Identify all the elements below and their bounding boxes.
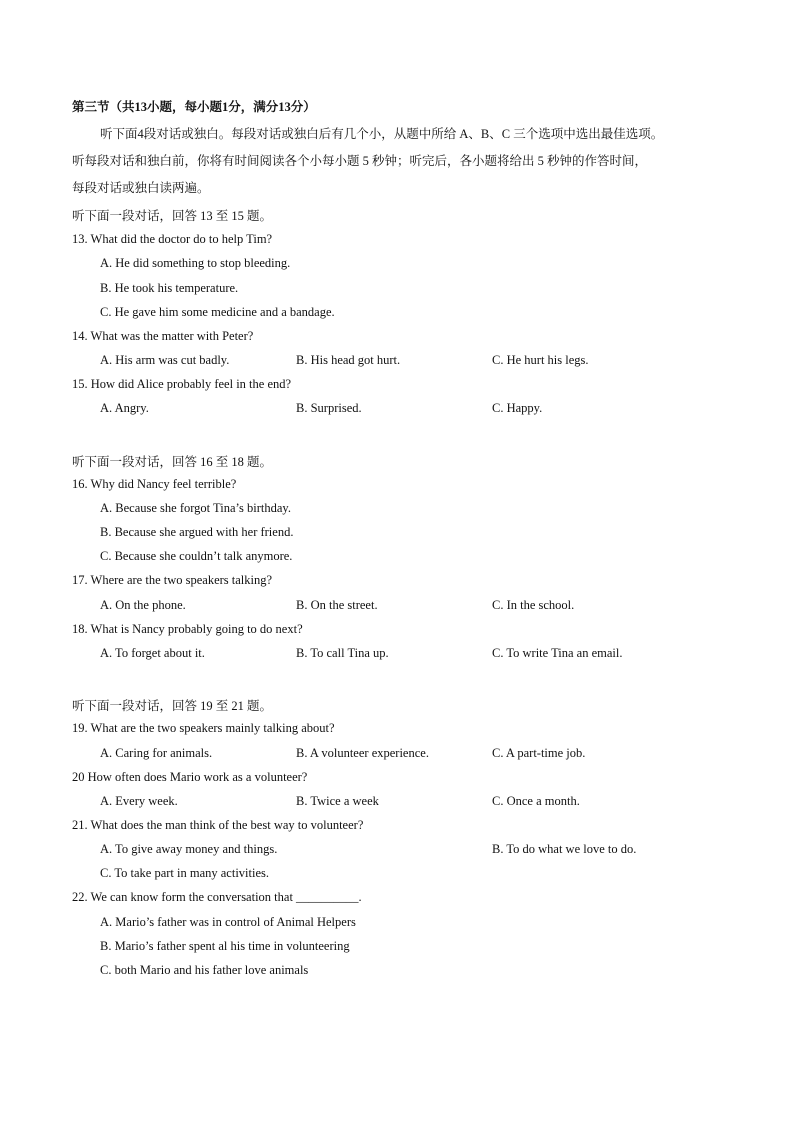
answer-option[interactable]: A. To give away money and things. — [100, 842, 278, 856]
answer-option[interactable]: A. To forget about it. — [100, 646, 205, 660]
answer-option[interactable]: C. He gave him some medicine and a bandage. — [100, 305, 335, 319]
answer-option[interactable]: A. Because she forgot Tina’s birthday. — [100, 501, 291, 515]
answer-option[interactable]: C. both Mario and his father love animals — [100, 963, 309, 977]
answer-option[interactable]: C. To take part in many activities. — [100, 866, 269, 880]
answer-option[interactable]: B. His head got hurt. — [296, 353, 401, 367]
answer-option[interactable]: B. A volunteer experience. — [296, 746, 429, 760]
answer-option[interactable]: C. A part-time job. — [492, 746, 586, 760]
group-heading: 听下面一段对话，回答 13 至 15 题。 — [72, 209, 273, 223]
answer-option[interactable]: A. Angry. — [100, 401, 149, 415]
section-instructions-line-3: 每段对话或独白读两遍。 — [72, 181, 210, 195]
answer-option[interactable]: B. Because she argued with her friend. — [100, 525, 294, 539]
answer-option[interactable]: B. To call Tina up. — [296, 646, 389, 660]
question-stem: 15. How did Alice probably feel in the end? — [72, 377, 292, 391]
answer-option[interactable]: A. He did something to stop bleeding. — [100, 256, 291, 270]
answer-option[interactable]: C. To write Tina an email. — [492, 646, 623, 660]
question-stem: 18. What is Nancy probably going to do next? — [72, 622, 303, 636]
answer-option[interactable]: C. Happy. — [492, 401, 543, 415]
answer-option[interactable]: C. Once a month. — [492, 794, 580, 808]
section-instructions-line-2: 听每段对话和独白前，你将有时间阅读各个小每小题 5 秒钟；听完后，各小题将给出 5 秒钟的作答时间， — [72, 154, 648, 168]
answer-option[interactable]: B. To do what we love to do. — [492, 842, 637, 856]
answer-option[interactable]: B. On the street. — [296, 598, 378, 612]
answer-option[interactable]: A. Every week. — [100, 794, 178, 808]
answer-option[interactable]: B. Mario’s father spent al his time in volunteering — [100, 939, 350, 953]
answer-option[interactable]: C. In the school. — [492, 598, 575, 612]
question-stem: 20 How often does Mario work as a volunteer? — [72, 770, 308, 784]
section-title: 第三节（共13小题，每小题1分，满分13分） — [72, 100, 316, 114]
question-stem: 17. Where are the two speakers talking? — [72, 573, 273, 587]
answer-option[interactable]: A. Mario’s father was in control of Animal Helpers — [100, 915, 356, 929]
question-stem: 16. Why did Nancy feel terrible? — [72, 477, 237, 491]
answer-option[interactable]: B. Surprised. — [296, 401, 362, 415]
answer-option[interactable]: A. On the phone. — [100, 598, 186, 612]
group-heading: 听下面一段对话，回答 16 至 18 题。 — [72, 455, 273, 469]
question-stem: 14. What was the matter with Peter? — [72, 329, 254, 343]
answer-option[interactable]: A. Caring for animals. — [100, 746, 213, 760]
question-stem: 21. What does the man think of the best way to volunteer? — [72, 818, 364, 832]
answer-option[interactable]: C. Because she couldn’t talk anymore. — [100, 549, 293, 563]
group-heading: 听下面一段对话，回答 19 至 21 题。 — [72, 699, 273, 713]
answer-option[interactable]: B. Twice a week — [296, 794, 379, 808]
answer-option[interactable]: C. He hurt his legs. — [492, 353, 589, 367]
answer-option[interactable]: A. His arm was cut badly. — [100, 353, 230, 367]
question-stem: 22. We can know form the conversation that __________. — [72, 890, 362, 904]
section-instructions-line-1: 听下面4段对话或独白。每段对话或独白后有几个小，从题中所给 A、B、C 三个选项中选出最佳选项。 — [100, 127, 664, 141]
question-stem: 19. What are the two speakers mainly talking about? — [72, 721, 335, 735]
answer-option[interactable]: B. He took his temperature. — [100, 281, 239, 295]
question-stem: 13. What did the doctor do to help Tim? — [72, 232, 273, 246]
